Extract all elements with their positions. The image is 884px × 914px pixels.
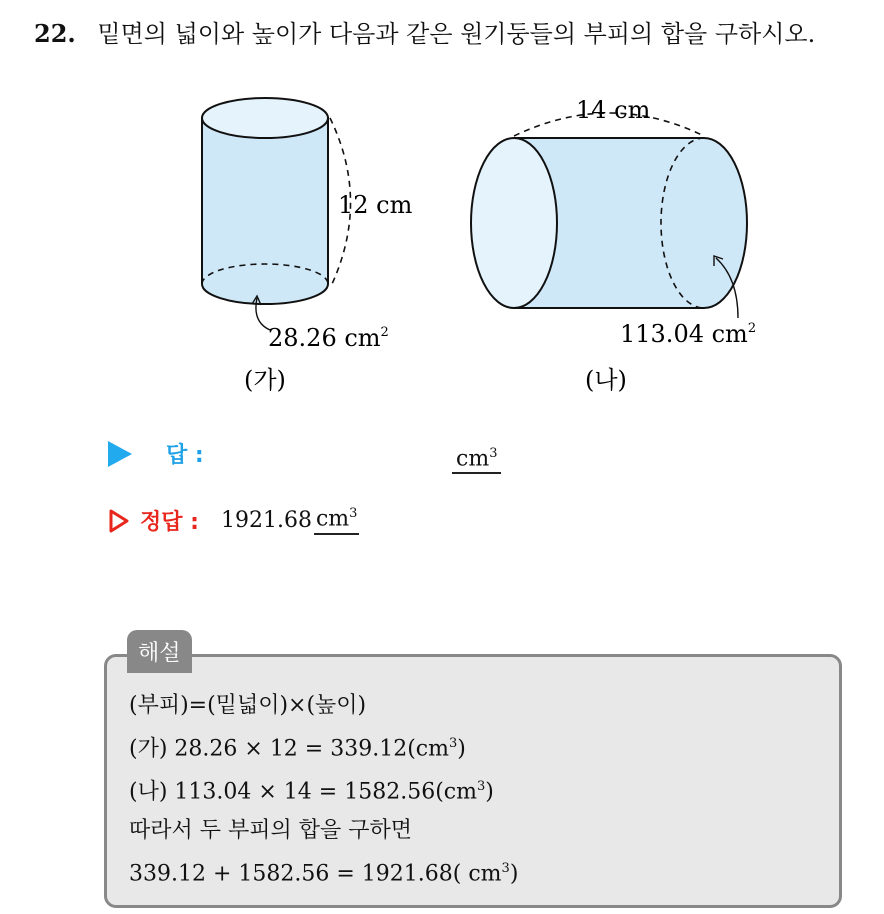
cylinder-a: [202, 98, 413, 394]
solution-line: 339.12 + 1582.56 = 1921.68( $cm^3$): [129, 860, 519, 886]
question: [34, 14, 815, 49]
correct-label: 정답 :: [140, 510, 199, 535]
answer-blank[interactable]: [452, 446, 501, 474]
answer-label: 답 :: [166, 443, 204, 468]
cylinder-figures: [0, 60, 884, 400]
question-number: 22.: [34, 19, 76, 48]
solution-line: (가) $28.26 \times 12 = 339.12(cm^3)$: [129, 736, 466, 762]
correct-unit-wrap: [314, 506, 359, 534]
cylinder-b-length-label: 14 cm: [576, 96, 651, 124]
solution-box: [104, 654, 842, 908]
solution-line: (부피)=(밑넓이)×(높이): [129, 693, 367, 718]
hollow-triangle-icon: [108, 508, 130, 534]
solution-line: (나) $113.04 \times 14 = 1582.56(cm^3)$: [129, 779, 494, 805]
answer-unit-exp: 3: [489, 446, 498, 461]
solution-lines: [129, 687, 518, 893]
cylinder-b-base-area-label: 113.04 cm: [620, 320, 748, 348]
cylinder-a-base-area-exp: 2: [380, 325, 389, 340]
answer-row: [108, 438, 204, 469]
solution-tab: 해설: [127, 630, 192, 673]
solution-line: 따라서 두 부피의 합을 구하면: [129, 817, 412, 843]
correct-row: [108, 505, 359, 536]
question-text: 밑면의 넓이와 높이가 다음과 같은 원기둥들의 부피의 합을 구하시오.: [97, 20, 816, 48]
cylinder-b: [471, 96, 756, 394]
correct-unit-exp: 3: [349, 506, 358, 522]
cylinder-a-height-label: 12 cm: [338, 191, 413, 219]
cylinder-a-caption: (가): [244, 366, 286, 394]
svg-text:113.04 cm2: [620, 320, 756, 348]
answer-unit: cm: [456, 446, 490, 472]
play-triangle-icon: [108, 441, 132, 467]
cylinder-a-base-area-label: 28.26 cm: [268, 324, 381, 352]
cylinder-b-base-area-exp: 2: [747, 321, 757, 336]
svg-text:28.26 cm2: [268, 324, 389, 352]
cylinder-b-caption: (나): [585, 366, 627, 394]
correct-value: 1921.68: [220, 508, 312, 533]
correct-unit: cm: [315, 506, 350, 532]
